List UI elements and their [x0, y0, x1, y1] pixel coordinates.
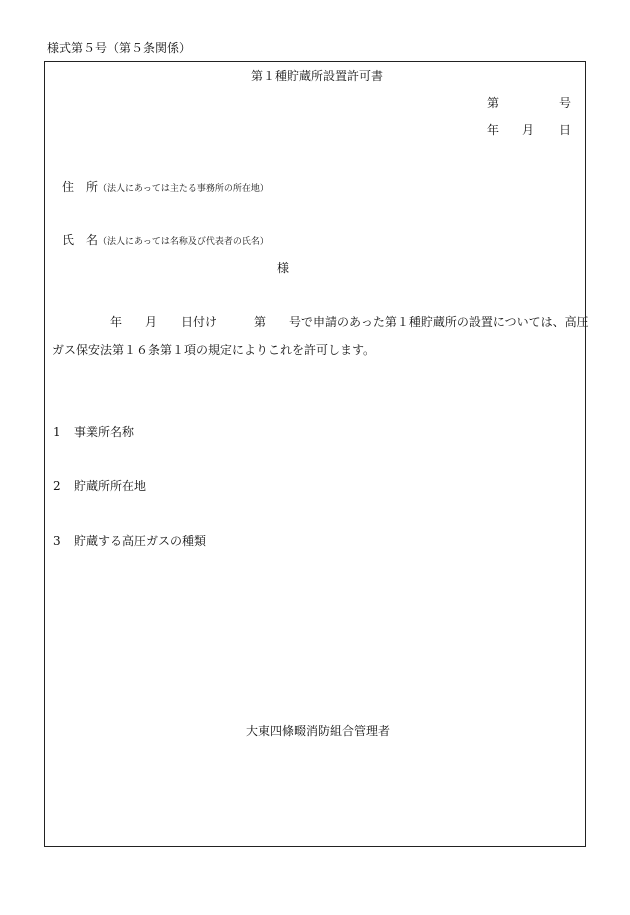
item-label-business-name: 事業所名称	[74, 425, 135, 439]
form-number: 様式第５号（第５条関係）	[47, 41, 192, 55]
address-label: 住 所	[62, 180, 99, 194]
body-dai: 第	[254, 315, 267, 329]
address-note: （法人にあっては主たる事務所の所在地）	[98, 184, 269, 194]
name-note: （法人にあっては名称及び代表者の氏名）	[98, 237, 269, 247]
item-number-2: 2	[53, 479, 61, 493]
body-year: 年	[110, 315, 123, 329]
issuer-name: 大東四條畷消防組合管理者	[246, 724, 391, 738]
date-year: 年	[487, 123, 500, 137]
body-line2: ガス保安法第１６条第１項の規定によりこれを許可します。	[52, 343, 376, 357]
item-number-3: 3	[53, 534, 61, 548]
item-number-1: 1	[53, 425, 61, 439]
date-month: 月	[522, 123, 535, 137]
document-title: 第１種貯蔵所設置許可書	[251, 69, 384, 83]
item-label-storage-location: 貯蔵所所在地	[74, 479, 147, 493]
date-day: 日	[559, 123, 572, 137]
name-label: 氏 名	[62, 233, 99, 247]
honorific: 様	[277, 261, 290, 275]
body-month: 月	[145, 315, 158, 329]
permit-number-prefix: 第	[487, 96, 500, 110]
body-line1-rest: 号で申請のあった第１種貯蔵所の設置については、高圧	[289, 315, 589, 329]
body-dated: 日付け	[181, 315, 218, 329]
item-label-gas-type: 貯蔵する高圧ガスの種類	[74, 534, 207, 548]
permit-number-suffix: 号	[559, 96, 572, 110]
